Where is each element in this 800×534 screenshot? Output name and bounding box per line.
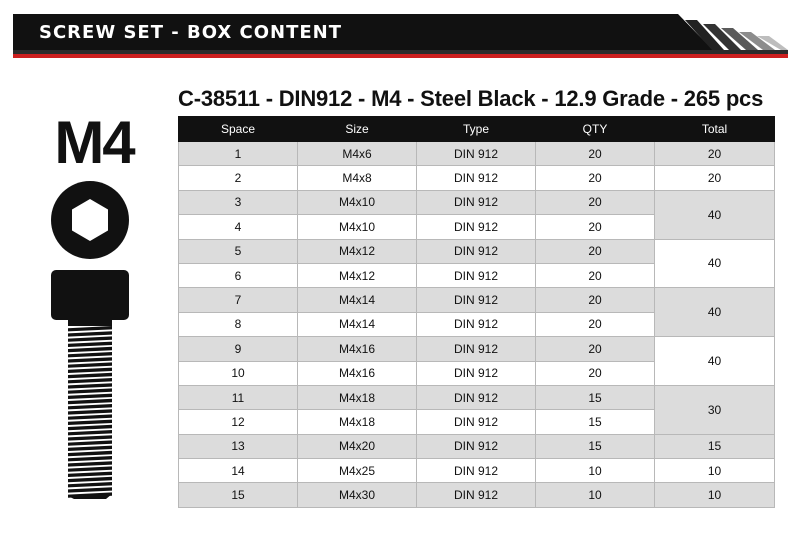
- size-label: M4: [54, 109, 134, 176]
- cell-size: M4x12: [298, 239, 417, 263]
- cell-space: 9: [179, 337, 298, 361]
- cell-total: 40: [655, 288, 775, 337]
- cell-total: 20: [655, 142, 775, 166]
- column-header-type: Type: [417, 117, 536, 142]
- cell-qty: 10: [536, 459, 655, 483]
- cell-qty: 20: [536, 239, 655, 263]
- column-header-space: Space: [179, 117, 298, 142]
- cell-qty: 15: [536, 385, 655, 409]
- cell-qty: 20: [536, 288, 655, 312]
- cell-total: 20: [655, 166, 775, 190]
- cell-size: M4x20: [298, 434, 417, 458]
- cell-type: DIN 912: [417, 142, 536, 166]
- cell-space: 7: [179, 288, 298, 312]
- header-banner: [13, 14, 788, 64]
- cell-size: M4x12: [298, 263, 417, 287]
- cell-size: M4x18: [298, 385, 417, 409]
- cell-qty: 20: [536, 142, 655, 166]
- cell-qty: 20: [536, 215, 655, 239]
- cell-type: DIN 912: [417, 263, 536, 287]
- cell-space: 12: [179, 410, 298, 434]
- cell-space: 13: [179, 434, 298, 458]
- cell-space: 6: [179, 263, 298, 287]
- table-row: [179, 434, 775, 458]
- cell-size: M4x6: [298, 142, 417, 166]
- cell-total: 15: [655, 434, 775, 458]
- cell-size: M4x16: [298, 361, 417, 385]
- cell-qty: 10: [536, 483, 655, 507]
- cell-space: 2: [179, 166, 298, 190]
- cell-space: 4: [179, 215, 298, 239]
- cell-total: 40: [655, 337, 775, 386]
- screw-icon: [51, 270, 131, 500]
- cell-qty: 20: [536, 166, 655, 190]
- cell-qty: 20: [536, 190, 655, 214]
- cell-space: 11: [179, 385, 298, 409]
- table-row: [179, 459, 775, 483]
- cell-type: DIN 912: [417, 190, 536, 214]
- table-row: [179, 288, 775, 312]
- cell-qty: 15: [536, 434, 655, 458]
- cell-space: 14: [179, 459, 298, 483]
- hex-socket-icon: [50, 180, 130, 260]
- cell-qty: 20: [536, 263, 655, 287]
- table-row: [179, 190, 775, 214]
- cell-type: DIN 912: [417, 312, 536, 336]
- table-row: [179, 166, 775, 190]
- cell-type: DIN 912: [417, 410, 536, 434]
- cell-size: M4x8: [298, 166, 417, 190]
- cell-size: M4x25: [298, 459, 417, 483]
- cell-type: DIN 912: [417, 361, 536, 385]
- cell-space: 3: [179, 190, 298, 214]
- cell-space: 10: [179, 361, 298, 385]
- cell-qty: 15: [536, 410, 655, 434]
- cell-total: 40: [655, 239, 775, 288]
- cell-space: 1: [179, 142, 298, 166]
- cell-total: 10: [655, 459, 775, 483]
- cell-size: M4x14: [298, 312, 417, 336]
- cell-type: DIN 912: [417, 166, 536, 190]
- cell-space: 5: [179, 239, 298, 263]
- cell-type: DIN 912: [417, 385, 536, 409]
- cell-type: DIN 912: [417, 337, 536, 361]
- cell-qty: 20: [536, 361, 655, 385]
- column-header-total: Total: [655, 117, 775, 142]
- table-row: [179, 239, 775, 263]
- cell-type: DIN 912: [417, 288, 536, 312]
- spec-table: [178, 116, 775, 508]
- cell-type: DIN 912: [417, 239, 536, 263]
- table-row: [179, 385, 775, 409]
- cell-total: 40: [655, 190, 775, 239]
- cell-type: DIN 912: [417, 483, 536, 507]
- cell-qty: 20: [536, 337, 655, 361]
- cell-space: 8: [179, 312, 298, 336]
- cell-type: DIN 912: [417, 459, 536, 483]
- cell-type: DIN 912: [417, 215, 536, 239]
- table-row: [179, 142, 775, 166]
- cell-space: 15: [179, 483, 298, 507]
- table-row: [179, 483, 775, 507]
- cell-size: M4x10: [298, 215, 417, 239]
- table-row: [179, 337, 775, 361]
- cell-size: M4x14: [298, 288, 417, 312]
- cell-total: 10: [655, 483, 775, 507]
- column-header-qty: QTY: [536, 117, 655, 142]
- cell-size: M4x10: [298, 190, 417, 214]
- cell-type: DIN 912: [417, 434, 536, 458]
- cell-qty: 20: [536, 312, 655, 336]
- banner-title: SCREW SET - BOX CONTENT: [39, 22, 343, 43]
- cell-size: M4x16: [298, 337, 417, 361]
- table-header-row: [179, 117, 775, 142]
- product-title: C-38511 - DIN912 - M4 - Steel Black - 12.9 Grade - 265 pcs: [178, 86, 764, 111]
- column-header-size: Size: [298, 117, 417, 142]
- cell-size: M4x30: [298, 483, 417, 507]
- cell-size: M4x18: [298, 410, 417, 434]
- cell-total: 30: [655, 385, 775, 434]
